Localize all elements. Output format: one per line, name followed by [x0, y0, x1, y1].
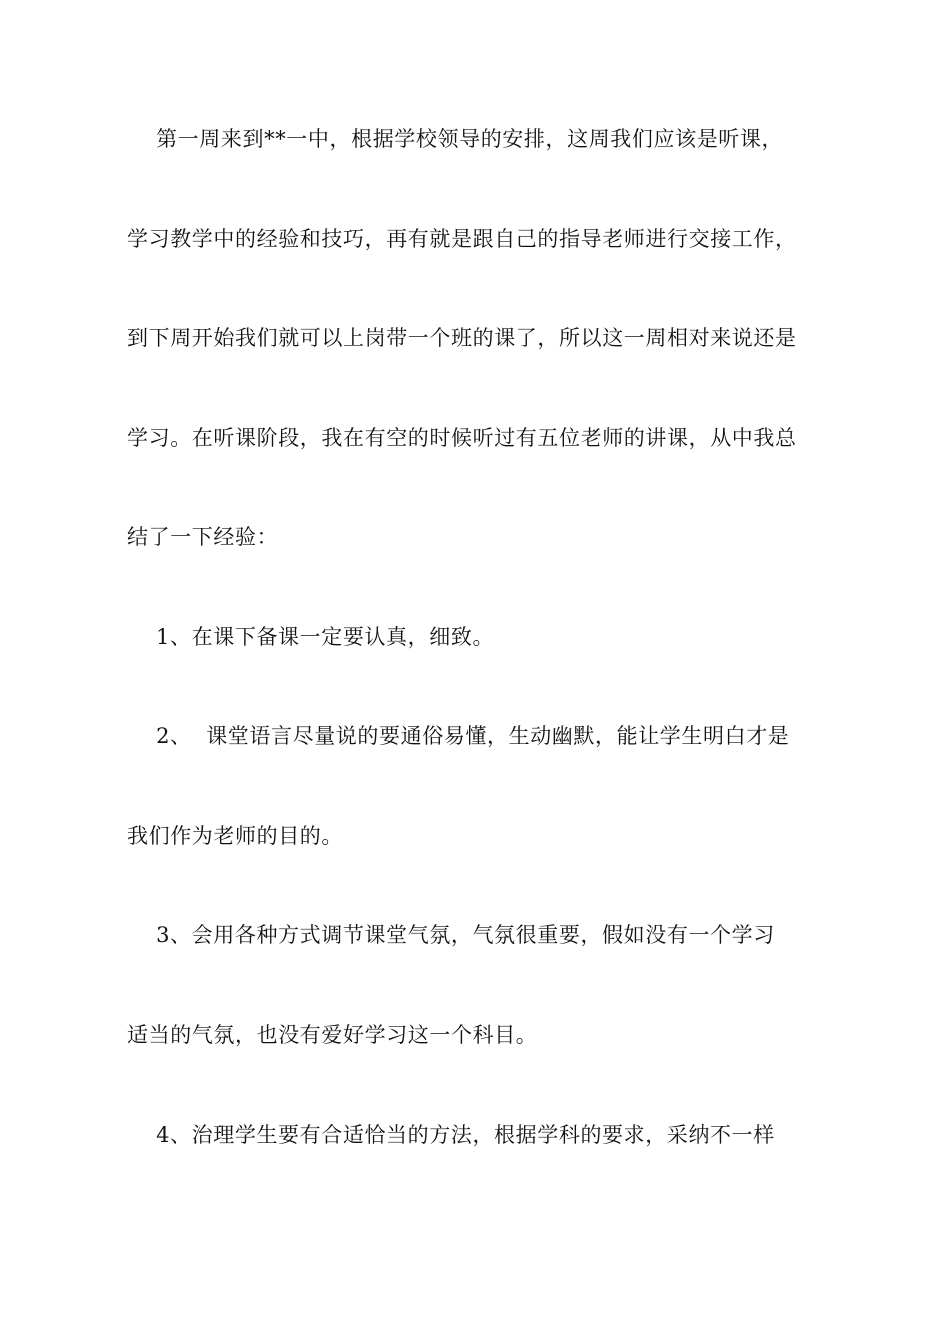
list-item-1: 1、在课下备课一定要认真，细致。 [127, 625, 495, 649]
paragraph-line: 适当的气氛，也没有爱好学习这一个科目。 [127, 1023, 538, 1047]
paragraph-line: 学习。在听课阶段，我在有空的时候听过有五位老师的讲课，从中我总 [127, 426, 797, 450]
list-item-2: 2、 课堂语言尽量说的要通俗易懂，生动幽默，能让学生明白才是 [127, 724, 790, 748]
list-item-4: 4、治理学生要有合适恰当的方法，根据学科的要求，采纳不一样 [127, 1123, 775, 1147]
paragraph-line: 结了一下经验： [127, 525, 279, 549]
paragraph-line: 第一周来到**一中，根据学校领导的安排，这周我们应该是听课， [127, 127, 784, 151]
paragraph-line: 学习教学中的经验和技巧，再有就是跟自己的指导老师进行交接工作， [127, 227, 797, 251]
list-item-3: 3、会用各种方式调节课堂气氛，气氛很重要，假如没有一个学习 [127, 923, 775, 947]
paragraph-line: 到下周开始我们就可以上岗带一个班的课了，所以这一周相对来说还是 [127, 326, 797, 350]
paragraph-line: 我们作为老师的目的。 [127, 824, 343, 848]
